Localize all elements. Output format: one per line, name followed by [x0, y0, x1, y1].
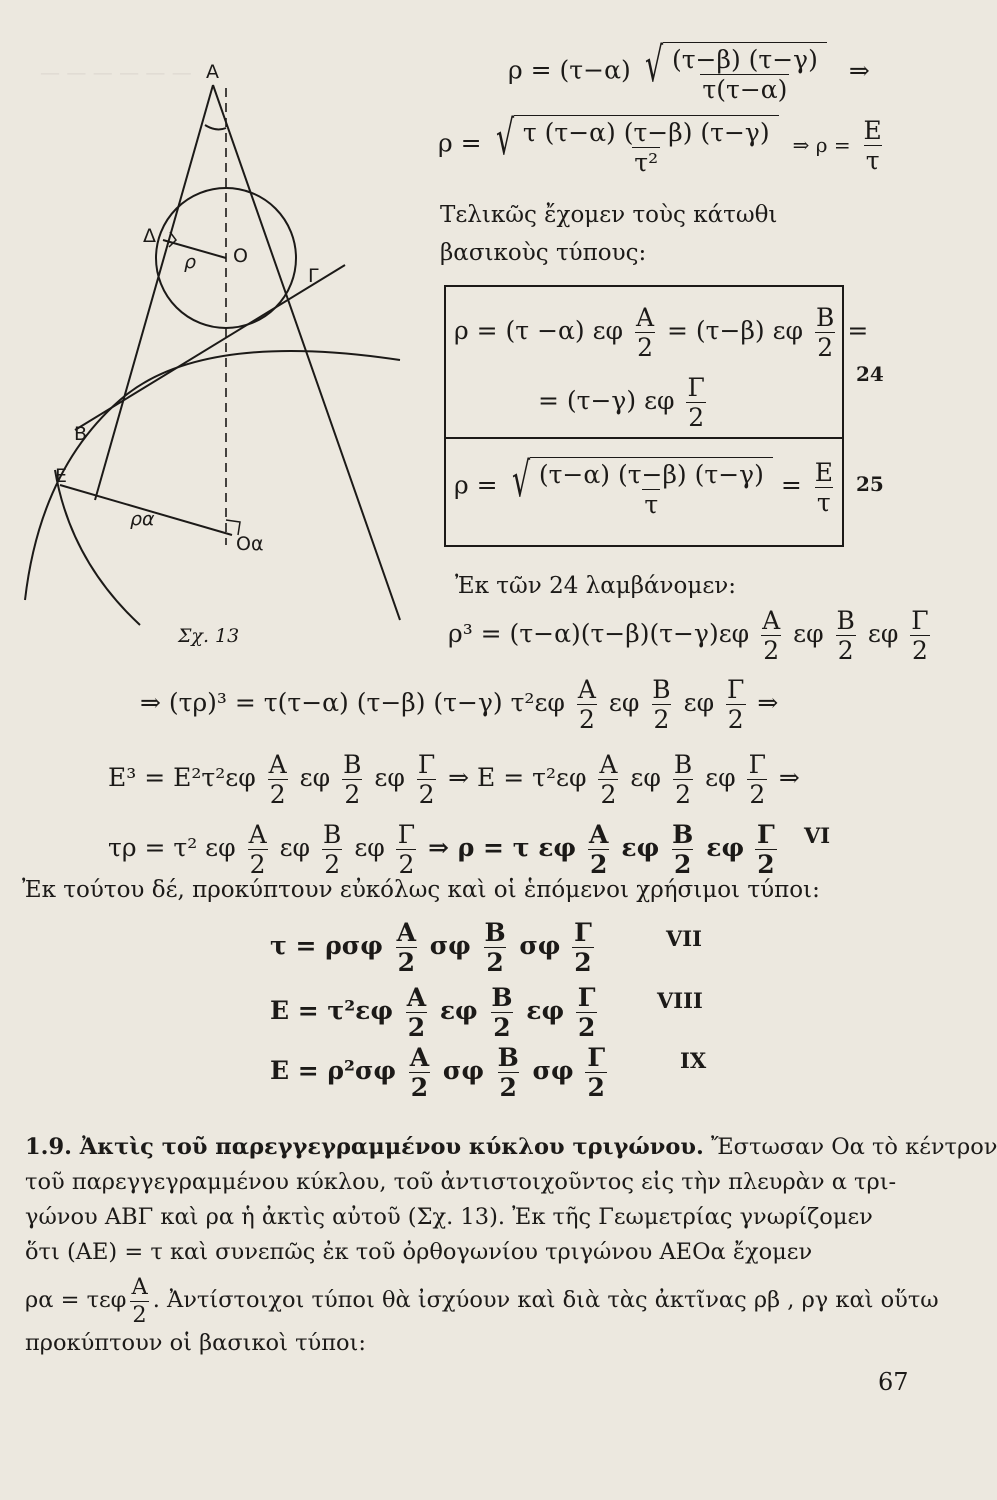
intro-text: Τελικῶς ἔχομεν τοὺς κάτωθι βασικοὺς τύπους:: [440, 202, 778, 266]
f7-G: Γ: [574, 918, 592, 947]
d4-lhs: τρ = τ² εφ: [108, 833, 236, 862]
equation-tag-VIII: VIII: [657, 988, 703, 1013]
d4-A: A: [248, 820, 267, 849]
eq2-frac-den: τ: [865, 145, 880, 175]
f8-two-c: 2: [577, 1013, 596, 1042]
f9-two-b: 2: [499, 1073, 517, 1102]
d3-two-f: 2: [749, 780, 766, 809]
box24-G: Γ: [687, 373, 705, 402]
d4-two-f: 2: [757, 850, 775, 879]
f9-G: Γ: [587, 1043, 606, 1072]
equation-tag-VI: VI: [804, 823, 831, 848]
d3-two-a: 2: [269, 780, 286, 809]
d3-A2: A: [599, 750, 618, 779]
section-line-5-a: ρα = τεφ: [25, 1287, 127, 1313]
f9-B: B: [497, 1043, 519, 1072]
box25-E: E: [814, 457, 833, 487]
d3-B2: B: [673, 750, 693, 779]
derivation-line-1: [448, 608, 934, 663]
d3-two-b: 2: [344, 780, 361, 809]
box24-A: A: [636, 303, 655, 332]
d3-arrow: ⇒: [778, 763, 800, 792]
d1-ef-1: εφ: [793, 619, 824, 648]
d3-ef-1: εφ: [299, 763, 331, 792]
f8-two-b: 2: [493, 1013, 511, 1042]
side-AE: [95, 85, 213, 500]
d4-G2: Γ: [757, 820, 775, 849]
box24-two-c: 2: [688, 403, 705, 432]
page-number: 67: [878, 1368, 909, 1396]
formula-VIII: [270, 985, 601, 1040]
d4-ef-1: εφ: [279, 833, 311, 862]
d2-A: A: [577, 675, 596, 704]
label-O-a: Oα: [236, 533, 264, 555]
equation-tag-IX: IX: [680, 1048, 707, 1073]
equation-tag-VII: VII: [666, 926, 702, 951]
d4-two-b: 2: [324, 850, 341, 879]
eq2-frac-num: E: [863, 115, 882, 145]
eq2-arrow: ⇒ ρ =: [792, 132, 851, 157]
box24-line1-a: ρ = (τ −α) εφ: [454, 316, 624, 345]
equation-2: ρ = √ $\frac{\tau (\tau-\alpha) (\tau-\beta) (\tau-\gamma)}{\text{τ²}}$ ⇒ ρ = $\frac{E}{\tau}$: [438, 111, 882, 177]
section-line-5-A: A: [131, 1274, 148, 1300]
d1-two-a: 2: [763, 636, 780, 665]
section-line-1: [25, 1130, 997, 1165]
figure-caption: Σχ. 13: [178, 625, 240, 647]
box24-line1: [454, 305, 868, 360]
f7-two-a: 2: [397, 948, 415, 977]
d3-G2: Γ: [748, 750, 766, 779]
d1-A: A: [762, 606, 781, 635]
d3-two-c: 2: [418, 780, 435, 809]
d3-G: Γ: [417, 750, 436, 779]
box25-lhs: ρ =: [454, 470, 498, 500]
label-rho: ρ: [184, 251, 197, 273]
box24-line1-b: = (τ−β) εφ: [667, 316, 804, 345]
f7-A: A: [396, 918, 416, 947]
section-line-5-b: . Ἀντίστοιχοι τύποι θὰ ἰσχύουν καὶ διὰ τὰς ἀκτῖνας ρβ , ργ καὶ οὕτω: [152, 1287, 939, 1313]
derivation-line-2: [140, 677, 778, 732]
box25-tau: τ: [816, 487, 831, 517]
section-line-3: γώνου ΑΒΓ καὶ ρα ἡ ἀκτὶς αὐτοῦ (Σχ. 13). Ἐκ τῆς Γεωμετρίας γνωρίζομεν: [25, 1204, 873, 1230]
label-A: A: [206, 61, 219, 83]
d3-ef-2: εφ: [374, 763, 405, 792]
label-B: B: [74, 423, 88, 445]
d4-two-d: 2: [590, 850, 608, 879]
box-divider: [446, 437, 842, 439]
d1-lhs: ρ³ = (τ−α)(τ−β)(τ−γ)εφ: [448, 619, 750, 648]
useful-text: Ἐκ τούτου δέ, προκύπτουν εὐκόλως καὶ οἱ ἑπόμενοι χρήσιμοι τύποι:: [22, 877, 820, 903]
section-line-1-rest: Ἔστωσαν Oα τὸ κέντρον: [703, 1134, 997, 1160]
d3-ef-3: εφ: [630, 763, 661, 792]
section-line-4: ὅτι (ΑΕ) = τ καὶ συνεπῶς ἐκ τοῦ ὀρθογωνίου τριγώνου ΑΕOα ἔχομεν: [25, 1239, 813, 1265]
formula-box: [444, 285, 869, 547]
box24-B: B: [816, 303, 835, 332]
d3-B: B: [343, 750, 362, 779]
label-Delta: Δ: [143, 225, 156, 247]
f8-A: A: [406, 983, 427, 1012]
label-Gamma: Γ: [308, 265, 319, 287]
d4-ef-3: εφ: [621, 833, 660, 862]
d3-mid: ⇒ E = τ²εφ: [448, 763, 587, 792]
d2-two-b: 2: [653, 705, 670, 734]
d4-two-a: 2: [249, 850, 266, 879]
eq2-den: τ²: [634, 148, 659, 177]
box25-eq: =: [780, 470, 802, 500]
d2-ef-1: εφ: [608, 688, 640, 717]
f9-two-c: 2: [587, 1073, 605, 1102]
label-O: O: [233, 245, 248, 267]
f9-sf-1: σφ: [442, 1056, 484, 1085]
angle-arc: [205, 125, 226, 129]
derivation-line-3: [108, 752, 800, 807]
section-line-5-two: 2: [132, 1301, 147, 1328]
formula-IX: [270, 1045, 610, 1100]
eq1-den: τ(τ−α): [702, 75, 788, 104]
triangle-excircle-figure: [0, 40, 440, 680]
d3-two-e: 2: [675, 780, 691, 809]
box24-two-a: 2: [637, 333, 653, 362]
eq2-num: τ (τ−α) (τ−β) (τ−γ): [522, 118, 770, 147]
f7-two-b: 2: [486, 948, 504, 977]
d3-A: A: [268, 750, 287, 779]
d4-mid: ⇒ ρ = τ εφ: [428, 833, 577, 862]
label-rho-a: ρα: [130, 508, 155, 530]
d1-two-b: 2: [837, 636, 854, 665]
d4-G: Γ: [397, 820, 416, 849]
d3-ef-4: εφ: [705, 763, 736, 792]
d1-ef-2: εφ: [867, 619, 899, 648]
section-line-6: προκύπτουν οἱ βασικοὶ τύποι:: [25, 1330, 366, 1356]
eq1-lhs: ρ = (τ−α): [508, 55, 631, 85]
d4-B: B: [323, 820, 342, 849]
bleed-through: — — — — — —: [40, 60, 192, 84]
section-line-2: τοῦ παρεγγεγραμμένου κύκλου, τοῦ ἀντιστοιχοῦντος εἰς τὴν πλευρὰν α τρι-: [25, 1169, 897, 1195]
derivation-line-4: [108, 822, 780, 877]
box24-line2: [538, 375, 710, 430]
section-1-9: [25, 1130, 997, 1361]
f7-sf-1: σφ: [429, 931, 471, 960]
d4-ef-4: εφ: [706, 833, 745, 862]
d3-lhs: E³ = E²τ²εφ: [108, 763, 256, 792]
f8-two-a: 2: [407, 1013, 426, 1042]
f9-sf-2: σφ: [532, 1056, 574, 1085]
f8-B: B: [491, 983, 513, 1012]
d4-two-e: 2: [674, 850, 692, 879]
d4-B2: B: [672, 820, 694, 849]
d1-G: Γ: [911, 606, 929, 635]
d4-two-c: 2: [398, 850, 415, 879]
d3-two-d: 2: [600, 780, 617, 809]
equation-tag-25: 25: [856, 472, 884, 496]
f8-ef-1: εφ: [439, 996, 478, 1025]
d2-G: Γ: [727, 675, 745, 704]
d2-two-a: 2: [578, 705, 595, 734]
f8-ef-2: εφ: [526, 996, 565, 1025]
d2-lhs: ⇒ (τρ)³ = τ(τ−α) (τ−β) (τ−γ) τ²εφ: [140, 688, 565, 717]
from-24-text: Ἐκ τῶν 24 λαμβάνομεν:: [455, 573, 736, 599]
f9-two-a: 2: [410, 1073, 429, 1102]
eq2-lhs: ρ =: [438, 128, 482, 158]
eq1-arrow: ⇒: [848, 55, 870, 85]
label-E: E: [55, 465, 68, 487]
d4-A2: A: [589, 820, 609, 849]
d2-ef-2: εφ: [683, 688, 715, 717]
excircle-arc: [25, 351, 400, 600]
box25-num: (τ−α) (τ−β) (τ−γ): [538, 460, 764, 489]
f8-lhs: E = τ²εφ: [270, 996, 393, 1025]
f9-lhs: E = ρ²σφ: [270, 1056, 397, 1085]
formula-VII: [270, 920, 597, 975]
d1-two-c: 2: [912, 636, 928, 665]
f7-lhs: τ = ρσφ: [270, 931, 383, 960]
f9-A: A: [409, 1043, 430, 1072]
box25-line: ρ = √ $\frac{(\tau-\alpha) (\tau-\beta) (\tau-\gamma)}{\tau}$ = $\frac{E}{\tau}$: [454, 453, 833, 519]
d2-two-c: 2: [727, 705, 744, 734]
d1-B: B: [836, 606, 855, 635]
d4-ef-2: εφ: [354, 833, 385, 862]
f7-sf-2: σφ: [519, 931, 561, 960]
f8-G: Γ: [577, 983, 596, 1012]
section-heading: 1.9. Ἀκτὶς τοῦ παρεγγεγραμμένου κύκλου τριγώνου.: [25, 1134, 704, 1160]
box24-two-b: 2: [817, 333, 834, 362]
equation-1: ρ = (τ−α) √ $\frac{(\tau-\beta) (\tau-\gamma)}{\tau(\tau-\alpha)}$ ⇒: [508, 38, 870, 104]
eq1-num: (τ−β) (τ−γ): [671, 45, 818, 74]
box24-line2-text: = (τ−γ) εφ: [538, 386, 675, 415]
d2-arrow: ⇒: [757, 688, 779, 717]
d2-B: B: [652, 675, 671, 704]
equation-tag-24: 24: [856, 362, 884, 386]
section-line-5: [25, 1274, 939, 1328]
f7-two-c: 2: [574, 948, 592, 977]
box25-den: τ: [644, 490, 659, 519]
box24-eq: =: [847, 316, 869, 345]
f7-B: B: [484, 918, 506, 947]
